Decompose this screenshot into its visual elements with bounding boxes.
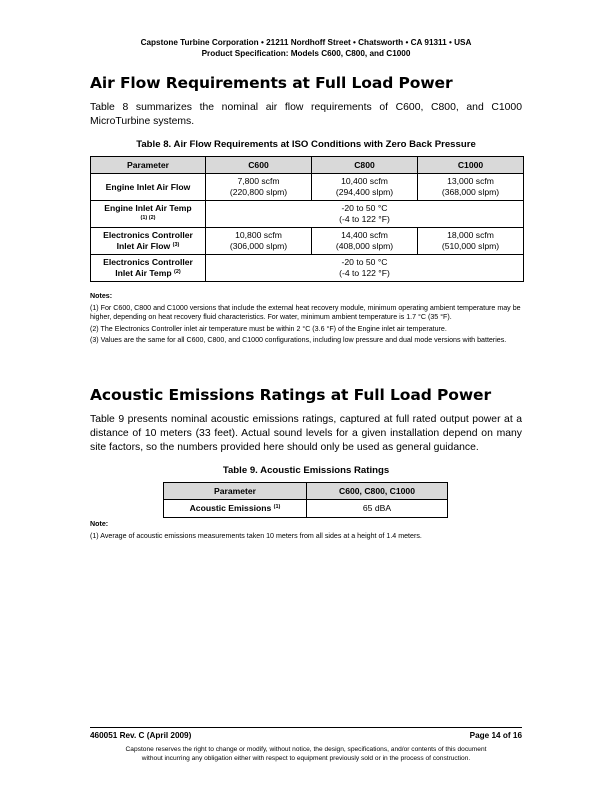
- table-row: [91, 201, 524, 228]
- table-9-caption: Table 9. Acoustic Emissions Ratings: [222, 465, 390, 476]
- note-item: (1) Average of acoustic emissions measurements taken 10 meters from all sides at a height of 1.4 meters.: [90, 531, 422, 540]
- air-flow-intro-paragraph: Table 8 summarizes the nominal air flow requirements of C600, C800, and C1000 MicroTurbine systems.: [90, 102, 522, 127]
- footnote-ref: (1): [273, 504, 281, 510]
- disclaimer-line: without incurring any obligation either with respect to equipment previously sold or in the process of construction.: [141, 755, 471, 762]
- column-header: C800: [312, 157, 418, 174]
- notes-title: Note:: [90, 520, 109, 528]
- air-flow-table: [90, 156, 524, 282]
- document-id: 460051 Rev. C (April 2009): [90, 731, 192, 740]
- page-number: Page 14 of 16: [469, 731, 522, 740]
- column-header: C600: [206, 157, 312, 174]
- header-address: Capstone Turbine Corporation • 21211 Nordhoff Street • Chatsworth • CA 91311 • USA: [140, 38, 472, 47]
- table-cell: 10,400 scfm (294,400 slpm): [312, 174, 418, 201]
- table-cell: 18,000 scfm (510,000 slpm): [418, 228, 524, 255]
- footnote-ref: (3): [172, 242, 180, 248]
- page-header: [0, 37, 612, 59]
- table-header-row: [91, 157, 524, 174]
- footnote-ref: (1) (2): [140, 215, 156, 221]
- table-row: [91, 255, 524, 282]
- table-header-row: [164, 483, 448, 500]
- section-heading-air-flow: Air Flow Requirements at Full Load Power: [90, 74, 453, 92]
- table-cell: -20 to 50 °C (-4 to 122 °F): [206, 255, 524, 282]
- acoustic-intro-paragraph: Table 9 presents nominal acoustic emissions ratings, captured at full rated output power at a distance of 10 meters (33 feet). Actual sound levels for a given installation depend on many site factors, so the numbers provided here should only be used as general guidance.: [90, 414, 522, 453]
- note-item: (1) For C600, C800 and C1000 versions that include the external heat recovery module, minimum operating ambient temperature may be higher, depending on heat recovery fluid characteristics. For water, minimum ambient temperature is 1.7 °C (35 °F).: [90, 303, 521, 321]
- table-row: [91, 228, 524, 255]
- note-item: (3) Values are the same for all C600, C800, and C1000 configurations, including low pressure and dual mode versions with batteries.: [90, 336, 507, 344]
- table-cell: 13,000 scfm (368,000 slpm): [418, 174, 524, 201]
- row-parameter: Acoustic Emissions $^{(1)}$: [164, 500, 307, 518]
- table-cell: 7,800 scfm (220,800 slpm): [206, 174, 312, 201]
- table-cell: 10,800 scfm (306,000 slpm): [206, 228, 312, 255]
- table-8-notes: [90, 292, 522, 348]
- table-9-notes: [90, 520, 522, 543]
- table-8-caption: Table 8. Air Flow Requirements at ISO Conditions with Zero Back Pressure: [136, 139, 476, 150]
- table-row: [164, 500, 448, 518]
- header-product-spec: Product Specification: Models C600, C800, and C1000: [201, 49, 411, 58]
- row-parameter: Engine Inlet Air Temp $^{(1) (2)}$: [91, 201, 206, 228]
- table-row: [91, 174, 524, 201]
- footnote-ref: (2): [174, 269, 181, 275]
- column-header: Parameter: [164, 483, 307, 500]
- footer-disclaimer: [0, 745, 612, 763]
- table-cell: -20 to 50 °C (-4 to 122 °F): [206, 201, 524, 228]
- disclaimer-line: Capstone reserves the right to change or modify, without notice, the design, specifications, and/or contents of this document: [125, 746, 487, 753]
- notes-title: Notes:: [90, 292, 113, 300]
- column-header: Parameter: [91, 157, 206, 174]
- note-item: (2) The Electronics Controller inlet air temperature must be within 2 °C (3.6 °F) of the Engine inlet air temperature.: [90, 324, 447, 333]
- table-cell: 14,400 scfm (408,000 slpm): [312, 228, 418, 255]
- row-parameter: Electronics Controller Inlet Air Flow $^{(3)}$: [91, 228, 206, 255]
- section-heading-acoustic: Acoustic Emissions Ratings at Full Load Power: [90, 386, 491, 404]
- column-header: C1000: [418, 157, 524, 174]
- acoustic-table: [163, 482, 448, 518]
- footer-divider: [90, 727, 522, 728]
- row-parameter: Electronics Controller Inlet Air Temp $^{(2)}$: [91, 255, 206, 282]
- table-cell: 65 dBA: [307, 500, 448, 518]
- column-header: C600, C800, C1000: [307, 483, 448, 500]
- row-parameter: Engine Inlet Air Flow: [91, 174, 206, 201]
